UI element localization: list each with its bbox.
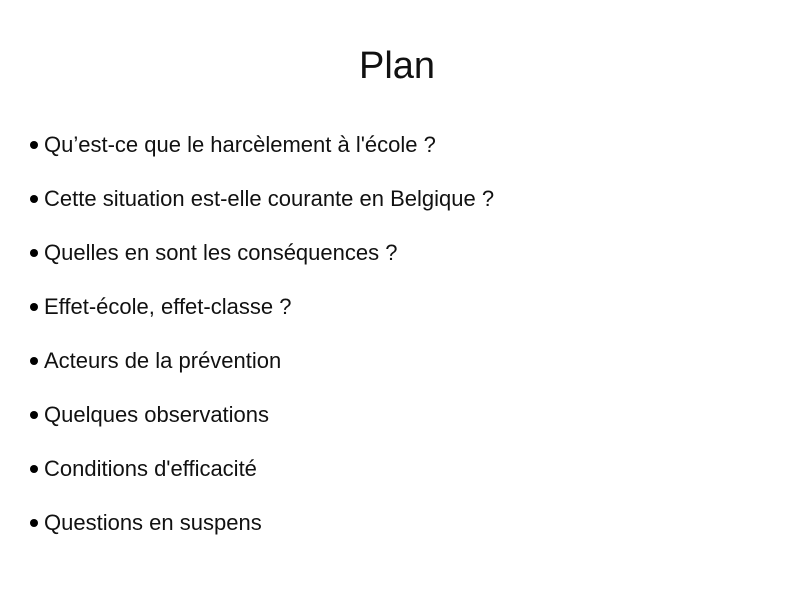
list-item (30, 442, 494, 496)
list-item (30, 388, 494, 442)
bullet-icon (30, 519, 38, 527)
bullet-label: Effet-école, effet-classe ? (44, 294, 292, 319)
list-item (30, 280, 494, 334)
list-item (30, 226, 494, 280)
bullet-list (30, 118, 494, 550)
bullet-icon (30, 357, 38, 365)
list-item (30, 334, 494, 388)
list-item (30, 172, 494, 226)
list-item (30, 496, 494, 550)
bullet-icon (30, 465, 38, 473)
slide-title: Plan (358, 45, 436, 87)
bullet-label: Questions en suspens (44, 510, 262, 535)
bullet-label: Qu’est-ce que le harcèlement à l'école ? (44, 132, 436, 157)
bullet-icon (30, 141, 38, 149)
bullet-label: Cette situation est-elle courante en Belgique ? (44, 186, 495, 211)
bullet-icon (30, 411, 38, 419)
bullet-icon (30, 303, 38, 311)
list-item (30, 118, 494, 172)
bullet-icon (30, 195, 38, 203)
bullet-label: Quelques observations (44, 402, 270, 427)
bullet-label: Quelles en sont les conséquences ? (44, 240, 398, 265)
bullet-label: Conditions d'efficacité (44, 456, 257, 481)
bullet-icon (30, 249, 38, 257)
bullet-label: Acteurs de la prévention (44, 348, 282, 373)
